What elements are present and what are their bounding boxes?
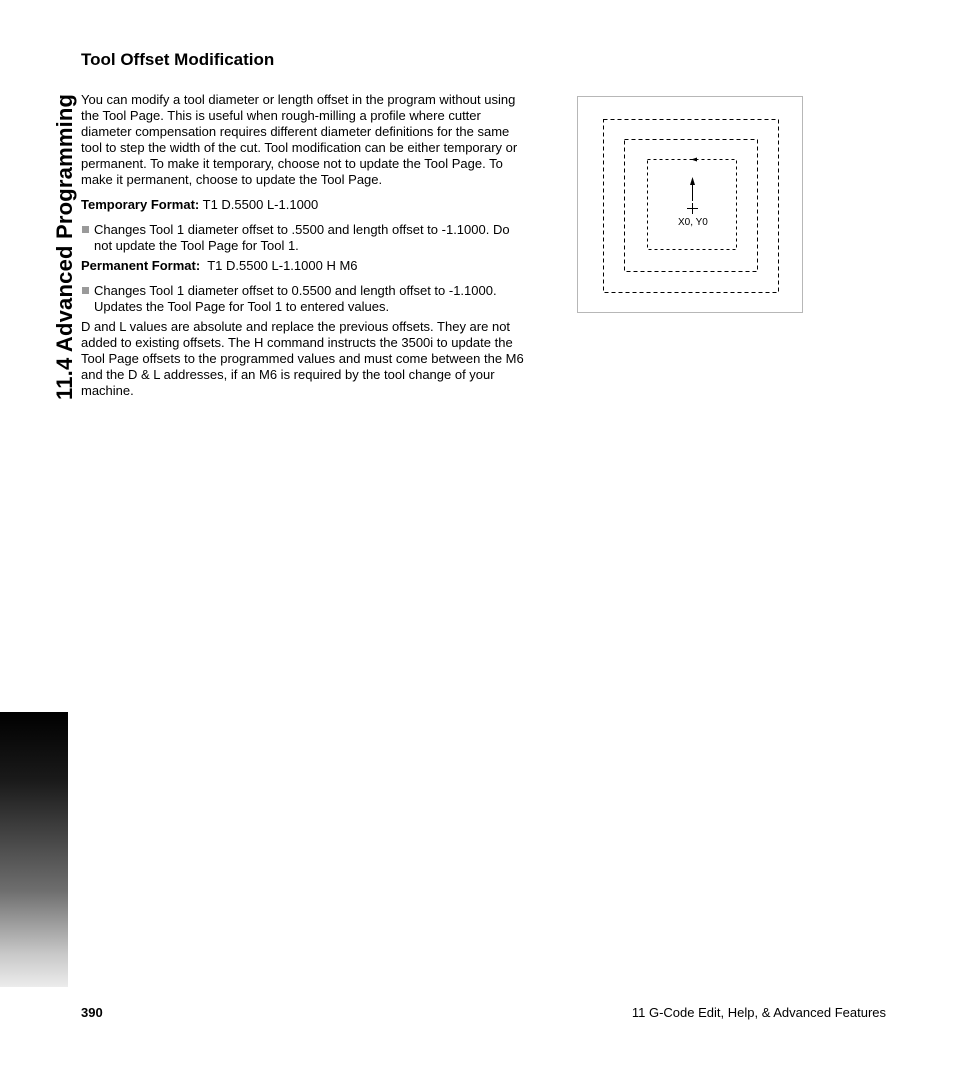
tool-path-figure (577, 96, 803, 313)
permanent-format-label: Permanent Format: (81, 258, 201, 273)
intro-paragraph: You can modify a tool diameter or length offset in the program without using the Tool Page. This is useful when rough-milling a profile where cutter diameter compensation requires different diameter definitions for the same tool to step the width of the cut. Tool modification can be either temporary or permanent. To make it temporary, choose not to update the Tool Page. To make it permanent, choose to update the Tool Page. (81, 92, 518, 187)
bullet-square-icon (82, 287, 89, 294)
temporary-format-line (81, 197, 526, 213)
closing-paragraph: D and L values are absolute and replace the previous offsets. They are not added to existing offsets. The H command instructs the 3500i to update the Tool Page offsets to the programmed values and must come between the M6 and the D & L addresses, if an M6 is required by the tool change of your machine. (81, 319, 524, 398)
side-tab-title: 11.4 Advanced Programming (52, 93, 77, 400)
temporary-format-label: Temporary Format: (81, 197, 200, 212)
permanent-bullet-text: Changes Tool 1 diameter offset to 0.5500 and length offset to -1.1000. Updates the Tool Page for Tool 1 to entered values. (94, 283, 497, 314)
temporary-format-code: T1 D.5500 L-1.1000 (202, 197, 319, 212)
outer-tool-path (604, 120, 779, 293)
temporary-bullet-text: Changes Tool 1 diameter offset to .5500 and length offset to -1.1000. Do not update the Tool Page for Tool 1. (94, 222, 510, 253)
tool-path-diagram (578, 97, 804, 314)
bullet-square-icon (82, 226, 89, 233)
side-tab (0, 0, 77, 420)
origin-label: X0, Y0 (678, 217, 708, 228)
temporary-bullet (81, 222, 526, 254)
page-number: 390 (81, 1005, 103, 1020)
main-content (81, 48, 526, 399)
section-title: Tool Offset Modification (81, 50, 275, 69)
up-arrow-icon (690, 177, 695, 185)
permanent-bullet (81, 283, 526, 315)
side-gradient-bar (0, 712, 68, 987)
direction-arrowhead-icon (691, 158, 697, 162)
permanent-format-code: T1 D.5500 L-1.1000 H M6 (207, 258, 358, 273)
chapter-title: 11 G-Code Edit, Help, & Advanced Features (631, 1005, 886, 1020)
permanent-format-line (81, 258, 526, 274)
